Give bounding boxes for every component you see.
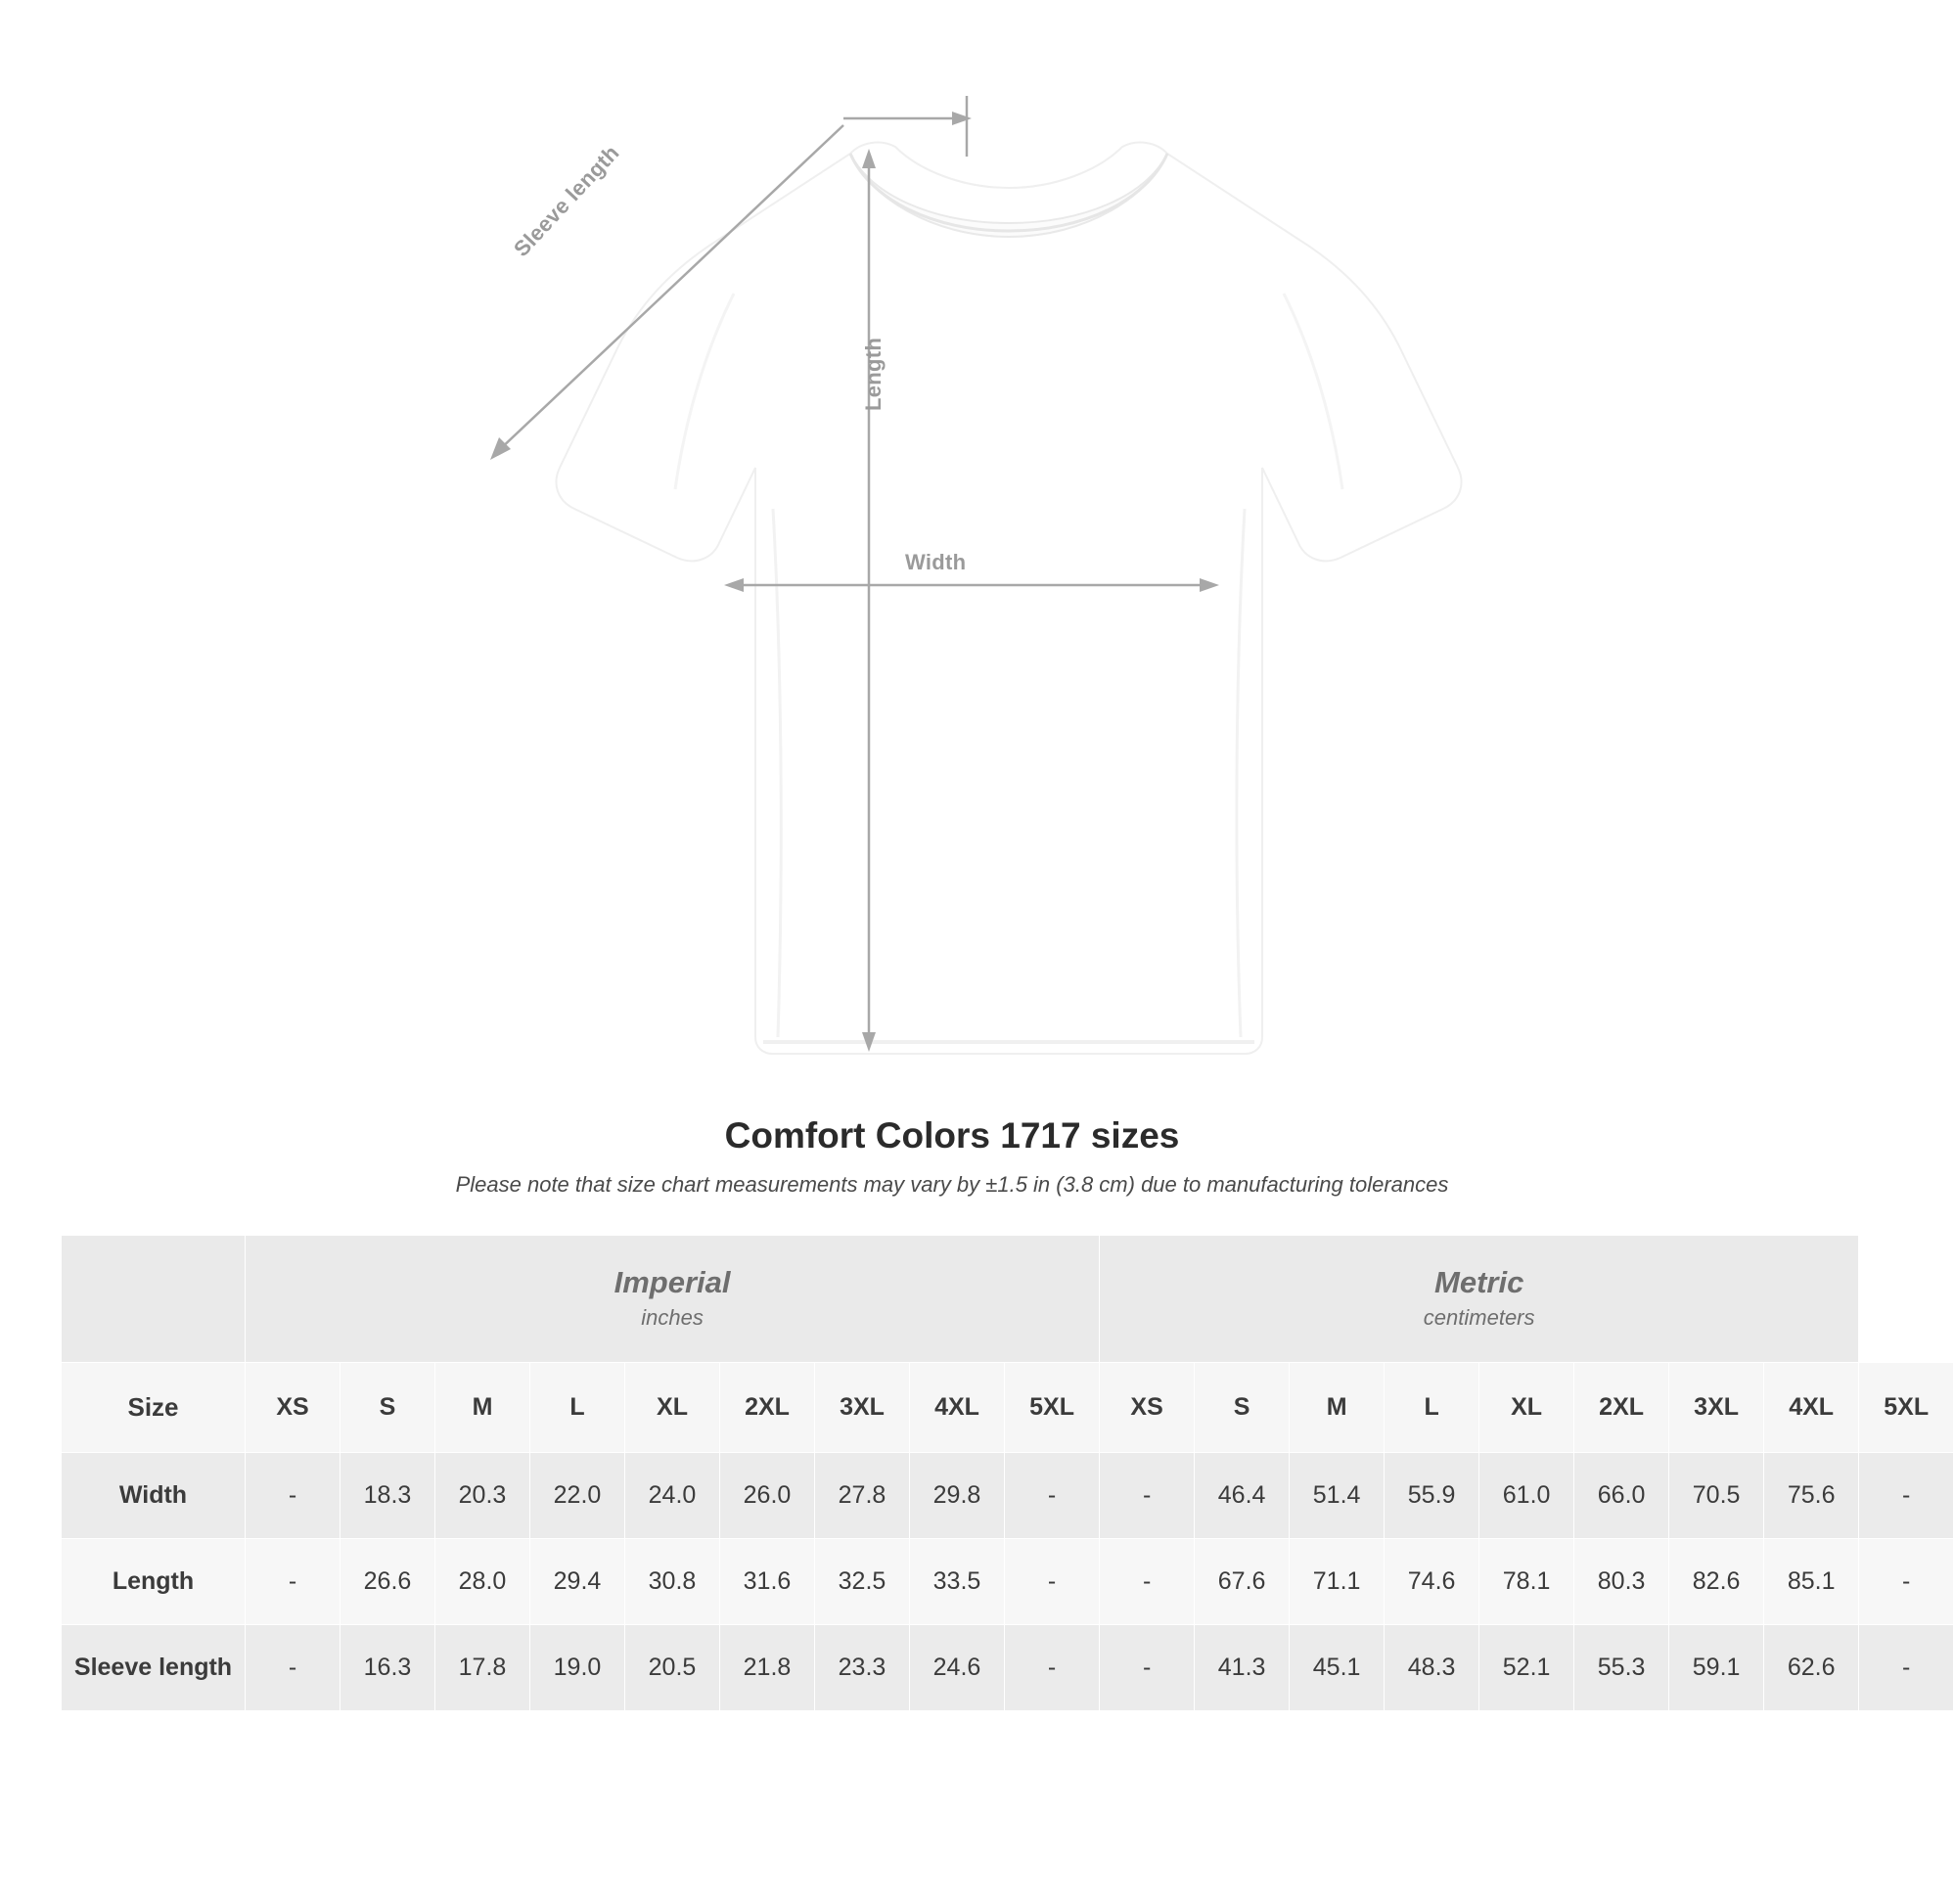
- sleeve-length-dimension-label: Sleeve length: [509, 140, 624, 262]
- size-column-header: S: [341, 1363, 435, 1453]
- table-cell: 29.4: [530, 1539, 625, 1625]
- table-cell: 75.6: [1764, 1453, 1859, 1539]
- table-cell: 82.6: [1669, 1539, 1764, 1625]
- table-cell: 31.6: [720, 1539, 815, 1625]
- size-column-header: 2XL: [1574, 1363, 1669, 1453]
- unit-header-metric: [1100, 1236, 1859, 1363]
- table-cell: -: [1859, 1539, 1954, 1625]
- table-cell: -: [1100, 1625, 1195, 1711]
- size-column-header: 3XL: [1669, 1363, 1764, 1453]
- table-cell: 61.0: [1479, 1453, 1574, 1539]
- table-cell: 28.0: [435, 1539, 530, 1625]
- table-cell: 23.3: [815, 1625, 910, 1711]
- table-cell: 41.3: [1195, 1625, 1290, 1711]
- row-label-length: Length: [62, 1539, 246, 1625]
- size-column-header: 4XL: [1764, 1363, 1859, 1453]
- table-cell: -: [1859, 1453, 1954, 1539]
- unit-title-metric: Metric: [1434, 1264, 1524, 1299]
- table-cell: 32.5: [815, 1539, 910, 1625]
- table-cell: 78.1: [1479, 1539, 1574, 1625]
- table-cell: 51.4: [1290, 1453, 1385, 1539]
- row-label-width: Width: [62, 1453, 246, 1539]
- table-cell: 70.5: [1669, 1453, 1764, 1539]
- table-cell: -: [246, 1625, 341, 1711]
- unit-title-imperial: Imperial: [613, 1264, 731, 1299]
- table-cell: 66.0: [1574, 1453, 1669, 1539]
- table-cell: 74.6: [1385, 1539, 1479, 1625]
- unit-sub-imperial: inches: [641, 1305, 704, 1331]
- table-row: [62, 1453, 1954, 1539]
- table-cell: -: [1100, 1453, 1195, 1539]
- table-cell: 27.8: [815, 1453, 910, 1539]
- size-column-header: 4XL: [910, 1363, 1005, 1453]
- size-header-row: [62, 1363, 1954, 1453]
- table-cell: 26.6: [341, 1539, 435, 1625]
- table-cell: 59.1: [1669, 1625, 1764, 1711]
- length-dimension-label: Length: [861, 337, 886, 411]
- size-column-header: XL: [1479, 1363, 1574, 1453]
- table-cell: 55.9: [1385, 1453, 1479, 1539]
- table-cell: 19.0: [530, 1625, 625, 1711]
- table-cell: 20.5: [625, 1625, 720, 1711]
- table-cell: 20.3: [435, 1453, 530, 1539]
- size-column-header: 2XL: [720, 1363, 815, 1453]
- table-cell: 16.3: [341, 1625, 435, 1711]
- title-block: [0, 1115, 1904, 1198]
- table-cell: 85.1: [1764, 1539, 1859, 1625]
- table-cell: 33.5: [910, 1539, 1005, 1625]
- tolerance-note: Please note that size chart measurements may vary by ±1.5 in (3.8 cm) due to manufacturing tolerances: [455, 1172, 1449, 1197]
- table-cell: 29.8: [910, 1453, 1005, 1539]
- unit-header-imperial: [246, 1236, 1100, 1363]
- table-cell: 45.1: [1290, 1625, 1385, 1711]
- table-cell: 80.3: [1574, 1539, 1669, 1625]
- tshirt-shape: [556, 143, 1461, 1054]
- table-row: [62, 1539, 1954, 1625]
- table-cell: -: [1100, 1539, 1195, 1625]
- table-cell: 24.6: [910, 1625, 1005, 1711]
- table-cell: 30.8: [625, 1539, 720, 1625]
- table-cell: 46.4: [1195, 1453, 1290, 1539]
- unit-header-row: [62, 1236, 1954, 1363]
- size-column-header: XL: [625, 1363, 720, 1453]
- table-cell: -: [246, 1453, 341, 1539]
- table-cell: 67.6: [1195, 1539, 1290, 1625]
- size-column-header: S: [1195, 1363, 1290, 1453]
- unit-sub-metric: centimeters: [1423, 1305, 1535, 1331]
- table-cell: 24.0: [625, 1453, 720, 1539]
- table-cell: 22.0: [530, 1453, 625, 1539]
- size-column-header: 3XL: [815, 1363, 910, 1453]
- table-cell: -: [1005, 1453, 1100, 1539]
- size-column-header: L: [530, 1363, 625, 1453]
- table-cell: 55.3: [1574, 1625, 1669, 1711]
- size-column-header: M: [1290, 1363, 1385, 1453]
- table-cell: 26.0: [720, 1453, 815, 1539]
- table-cell: -: [1859, 1625, 1954, 1711]
- table-cell: 71.1: [1290, 1539, 1385, 1625]
- table-cell: 52.1: [1479, 1625, 1574, 1711]
- size-column-header: XS: [246, 1363, 341, 1453]
- size-column-header: XS: [1100, 1363, 1195, 1453]
- table-cell: 21.8: [720, 1625, 815, 1711]
- table-cell: 18.3: [341, 1453, 435, 1539]
- unit-header-spacer: [62, 1236, 246, 1363]
- table-cell: 62.6: [1764, 1625, 1859, 1711]
- size-header-label: Size: [62, 1363, 246, 1453]
- size-column-header: L: [1385, 1363, 1479, 1453]
- page-title: Comfort Colors 1717 sizes: [724, 1115, 1180, 1156]
- table-row: [62, 1625, 1954, 1711]
- table-cell: -: [1005, 1539, 1100, 1625]
- table-cell: -: [1005, 1625, 1100, 1711]
- size-column-header: 5XL: [1859, 1363, 1954, 1453]
- width-dimension-label: Width: [905, 550, 967, 574]
- size-table: [61, 1235, 1954, 1711]
- size-column-header: M: [435, 1363, 530, 1453]
- size-column-header: 5XL: [1005, 1363, 1100, 1453]
- size-table-wrapper: [61, 1235, 1930, 1711]
- row-label-sleeve-length: Sleeve length: [62, 1625, 246, 1711]
- table-cell: -: [246, 1539, 341, 1625]
- table-cell: 17.8: [435, 1625, 530, 1711]
- table-cell: 48.3: [1385, 1625, 1479, 1711]
